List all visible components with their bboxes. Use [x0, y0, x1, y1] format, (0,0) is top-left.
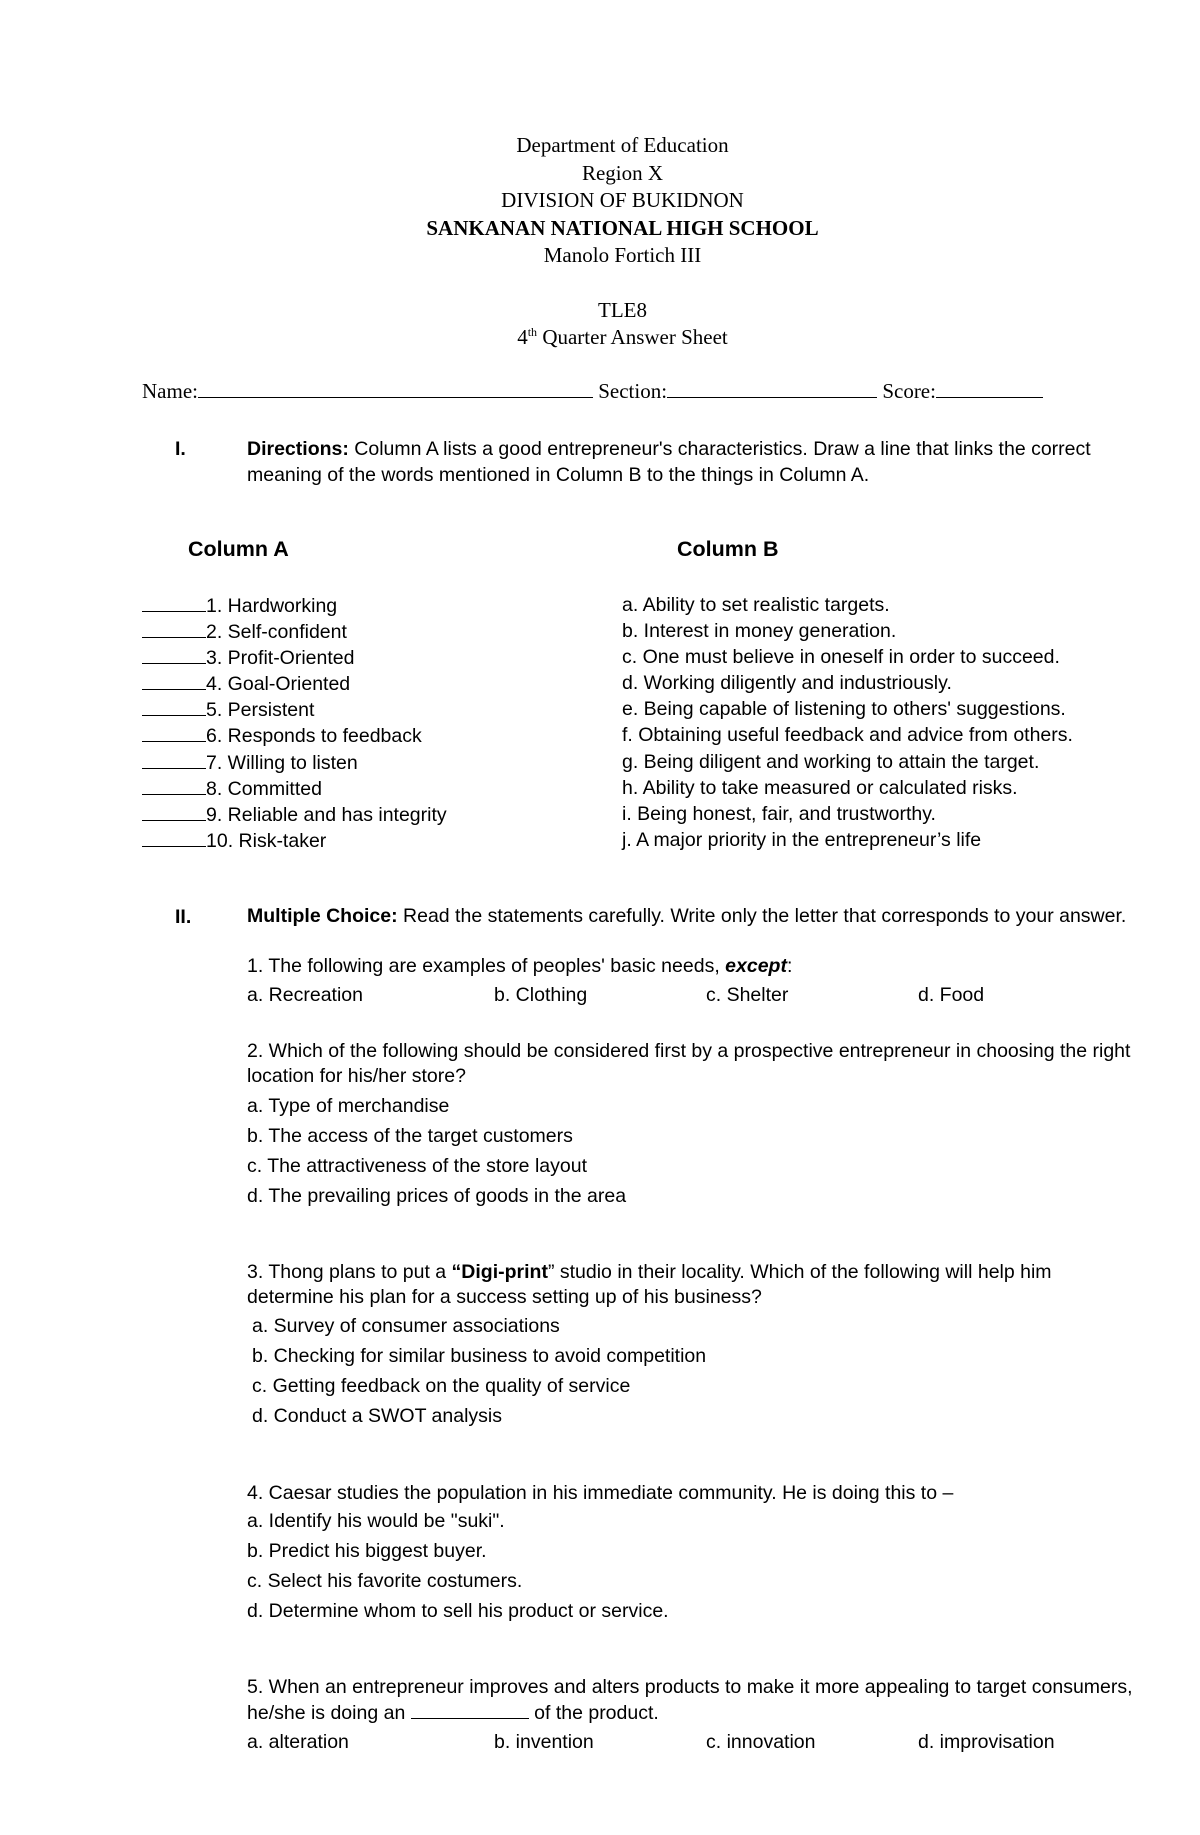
question-4-option-c: c. Select his favorite costumers.: [247, 1570, 523, 1592]
part2-directions: [247, 904, 1137, 929]
answer-blank[interactable]: [142, 644, 206, 664]
question-5-stem: 5. When an entrepreneur improves and alters products to make it more appealing to target consumers, he/she is doing an of the product.: [247, 1676, 1133, 1724]
question-4-option-b: b. Predict his biggest buyer.: [247, 1540, 487, 1562]
student-info-line: [142, 379, 1043, 404]
column-a-item: 2. Self-confident: [142, 618, 447, 644]
question-2-option-b: b. The access of the target customers: [247, 1125, 573, 1147]
header-subject: TLE8: [598, 297, 647, 322]
column-b-item: c. One must believe in oneself in order to succeed.: [622, 646, 1060, 669]
answer-blank[interactable]: [142, 618, 206, 638]
column-b-item: f. Obtaining useful feedback and advice from others.: [622, 724, 1073, 747]
column-a-item: 7. Willing to listen: [142, 749, 447, 775]
header-region: Region X: [581, 160, 664, 185]
column-b-item: e. Being capable of listening to others' suggestions.: [622, 698, 1066, 721]
name-label: Name:: [142, 379, 198, 403]
multiple-choice-text: Read the statements carefully. Write only the letter that corresponds to your answer.: [403, 905, 1127, 927]
multiple-choice-label: Multiple Choice:: [247, 905, 398, 927]
question-1-option-a: a. Recreation: [247, 984, 363, 1006]
answer-blank[interactable]: [142, 696, 206, 716]
column-b-list: [622, 592, 1073, 853]
section-label: Section:: [598, 379, 668, 403]
question-2-option-a: a. Type of merchandise: [247, 1095, 450, 1117]
question-4-option-d: d. Determine whom to sell his product or service.: [247, 1600, 669, 1622]
column-a-item: 6. Responds to feedback: [142, 722, 447, 748]
section-blank[interactable]: [667, 379, 877, 398]
column-b-item: i. Being honest, fair, and trustworthy.: [622, 802, 936, 825]
document-header: [0, 132, 1200, 352]
column-b-item: h. Ability to take measured or calculated risks.: [622, 776, 1018, 799]
question-3-option-c: c. Getting feedback on the quality of service: [252, 1375, 631, 1397]
header-department: Department of Education: [516, 133, 729, 157]
column-b-item: g. Being diligent and working to attain the target.: [622, 750, 1040, 773]
column-a-item: 9. Reliable and has integrity: [142, 801, 447, 827]
part1-directions: [247, 436, 1137, 488]
column-a-item: 10. Risk-taker: [142, 827, 447, 853]
part2-roman-numeral: II.: [175, 906, 192, 928]
column-b-item: d. Working diligently and industriously.: [622, 672, 952, 695]
question-5-option-c: c. innovation: [706, 1731, 816, 1753]
question-3-option-d: d. Conduct a SWOT analysis: [252, 1405, 502, 1427]
header-district: Manolo Fortich III: [543, 243, 702, 267]
column-a-title: Column A: [188, 537, 289, 561]
column-a-list: [142, 592, 447, 853]
question-2-option-c: c. The attractiveness of the store layout: [247, 1155, 587, 1177]
question-3-option-b: b. Checking for similar business to avoid competition: [252, 1345, 707, 1367]
column-a-item: 1. Hardworking: [142, 592, 447, 618]
score-label: Score:: [882, 379, 936, 403]
directions-text: Column A lists a good entrepreneur's characteristics. Draw a line that links the correct meaning of the words mentioned in Column B to the things in Column A.: [247, 438, 1091, 486]
question-2-option-d: d. The prevailing prices of goods in the area: [247, 1185, 627, 1207]
answer-blank[interactable]: [142, 775, 206, 795]
header-division: DIVISION OF BUKIDNON: [501, 188, 744, 212]
column-b-item: j. A major priority in the entrepreneur’s life: [622, 828, 982, 851]
question-1-option-d: d. Food: [918, 984, 985, 1006]
question-5-blank[interactable]: [411, 1700, 529, 1719]
answer-blank[interactable]: [142, 801, 206, 821]
question-1-option-b: b. Clothing: [494, 984, 588, 1006]
question-1-stem: 1. The following are examples of peoples' basic needs, except:: [247, 955, 793, 977]
header-sheet-title: 4th Quarter Answer Sheet: [517, 325, 728, 349]
question-1-option-c: c. Shelter: [706, 984, 789, 1006]
answer-blank[interactable]: [142, 592, 206, 612]
question-2-stem: 2. Which of the following should be considered first by a prospective entrepreneur in choosing the right location for his/her store?: [247, 1040, 1131, 1087]
name-blank[interactable]: [198, 379, 593, 398]
question-5-option-a: a. alteration: [247, 1731, 349, 1753]
column-b-title: Column B: [677, 537, 779, 561]
column-a-item: 4. Goal-Oriented: [142, 670, 447, 696]
part1-roman-numeral: I.: [175, 438, 186, 460]
answer-blank[interactable]: [142, 749, 206, 769]
directions-label: Directions:: [247, 438, 349, 460]
question-4-option-a: a. Identify his would be "suki".: [247, 1510, 505, 1532]
answer-blank[interactable]: [142, 670, 206, 690]
score-blank[interactable]: [936, 379, 1043, 398]
question-5-option-d: d. improvisation: [918, 1731, 1055, 1753]
question-3-stem: 3. Thong plans to put a “Digi-print” studio in their locality. Which of the following will help him determine his plan for a success setting up of his business?: [247, 1261, 1052, 1308]
answer-blank[interactable]: [142, 722, 206, 742]
header-school-name: SANKANAN NATIONAL HIGH SCHOOL: [426, 215, 819, 240]
column-a-item: 3. Profit-Oriented: [142, 644, 447, 670]
question-4-stem: 4. Caesar studies the population in his immediate community. He is doing this to –: [247, 1482, 954, 1504]
question-3-option-a: a. Survey of consumer associations: [252, 1315, 560, 1337]
column-b-item: b. Interest in money generation.: [622, 620, 897, 643]
question-5-option-b: b. invention: [494, 1731, 594, 1753]
column-b-item: a. Ability to set realistic targets.: [622, 594, 890, 616]
column-a-item: 8. Committed: [142, 775, 447, 801]
answer-blank[interactable]: [142, 827, 206, 847]
column-a-item: 5. Persistent: [142, 696, 447, 722]
